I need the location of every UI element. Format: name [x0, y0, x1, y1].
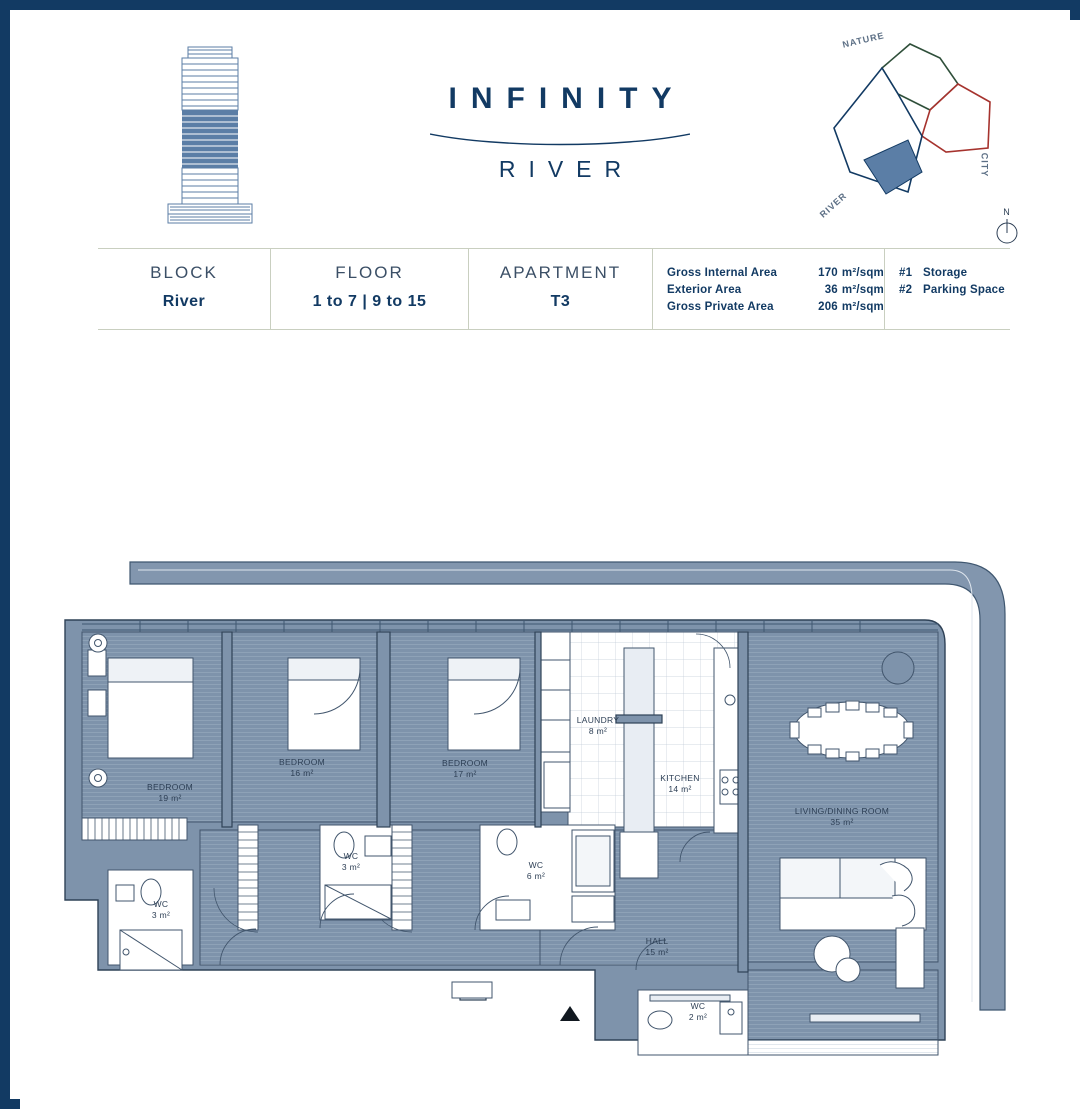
info-cell-block	[98, 249, 270, 329]
site-key-map	[790, 32, 1040, 242]
keymap-label-river: RIVER	[817, 190, 849, 220]
apartment-info-bar	[98, 248, 1010, 330]
room-name: HALL	[645, 936, 669, 946]
info-cell-extras	[884, 249, 1010, 329]
apartment-header: APARTMENT	[499, 263, 622, 282]
keymap-label-nature: NATURE	[841, 30, 886, 50]
room-area: 8 m²	[588, 726, 608, 736]
brand-name: INFINITY	[448, 82, 686, 115]
room-name: WC	[690, 1001, 706, 1011]
room-name: WC	[343, 851, 359, 861]
room-label-laundry	[563, 715, 633, 737]
area-row	[667, 282, 884, 299]
room-name: BEDROOM	[278, 757, 326, 767]
extra-row	[899, 282, 1010, 299]
info-cell-apartment	[468, 249, 652, 329]
area-label: Gross Private Area	[667, 301, 774, 313]
area-label: Gross Internal Area	[667, 267, 778, 279]
info-cell-areas	[652, 249, 884, 329]
area-value: 36	[824, 284, 838, 296]
room-label-bedroom-16	[267, 757, 337, 779]
tower-illustration	[160, 42, 270, 232]
keymap-label-city: CITY	[979, 152, 990, 178]
sheet-header	[20, 20, 1080, 245]
extra-tag: #2	[899, 284, 913, 296]
room-area: 15 m²	[645, 947, 669, 957]
floor-plan-drawing	[20, 540, 1080, 1060]
room-area: 16 m²	[290, 768, 314, 778]
extra-tag: #1	[899, 267, 913, 279]
area-value: 206	[818, 301, 838, 313]
room-name: LIVING/DINING ROOM	[794, 806, 890, 816]
room-label-hall	[632, 936, 682, 958]
north-label: N	[1003, 207, 1011, 217]
room-label-wc-6	[516, 860, 556, 882]
hall-built-ins	[452, 982, 492, 998]
brand-subname: RIVER	[498, 156, 635, 182]
room-area: 14 m²	[668, 784, 692, 794]
area-unit: m²/sqm	[841, 284, 884, 296]
room-area: 17 m²	[453, 769, 477, 779]
north-arrow	[990, 207, 1024, 247]
info-cell-floor	[270, 249, 468, 329]
entrance-marker	[560, 1006, 580, 1021]
room-label-bedroom-17	[430, 758, 500, 780]
area-label: Exterior Area	[667, 284, 742, 296]
extra-row	[899, 265, 1010, 282]
area-row	[667, 265, 884, 282]
extra-label: Parking Space	[923, 284, 1005, 296]
room-area: 3 m²	[151, 910, 171, 920]
room-label-wc-3a	[331, 851, 371, 873]
room-area: 35 m²	[830, 817, 854, 827]
area-unit: m²/sqm	[841, 301, 884, 313]
room-label-living-dining	[777, 806, 907, 828]
brand-divider	[430, 132, 690, 146]
floor-header: FLOOR	[335, 263, 404, 282]
area-unit: m²/sqm	[841, 267, 884, 279]
room-label-wc-2	[678, 1001, 718, 1023]
block-value: River	[162, 293, 206, 310]
brand-lockup	[350, 82, 770, 183]
room-name: BEDROOM	[146, 782, 194, 792]
room-name: WC	[153, 899, 169, 909]
extra-label: Storage	[923, 267, 968, 279]
block-header: BLOCK	[150, 263, 218, 282]
room-area: 19 m²	[158, 793, 182, 803]
room-label-wc-3b	[141, 899, 181, 921]
room-name: LAUNDRY	[576, 715, 620, 725]
room-name: BEDROOM	[441, 758, 489, 768]
area-row	[667, 299, 884, 316]
room-name: WC	[528, 860, 544, 870]
room-area: 2 m²	[688, 1012, 708, 1022]
room-area: 3 m²	[341, 862, 361, 872]
room-area: 6 m²	[526, 871, 546, 881]
floor-value: 1 to 7 | 9 to 15	[312, 293, 427, 310]
apartment-value: T3	[550, 293, 571, 310]
floorplan-sheet	[20, 20, 1080, 1109]
room-name: KITCHEN	[660, 773, 700, 783]
area-value: 170	[818, 267, 838, 279]
room-label-bedroom-19	[135, 782, 205, 804]
room-label-kitchen	[645, 773, 715, 795]
